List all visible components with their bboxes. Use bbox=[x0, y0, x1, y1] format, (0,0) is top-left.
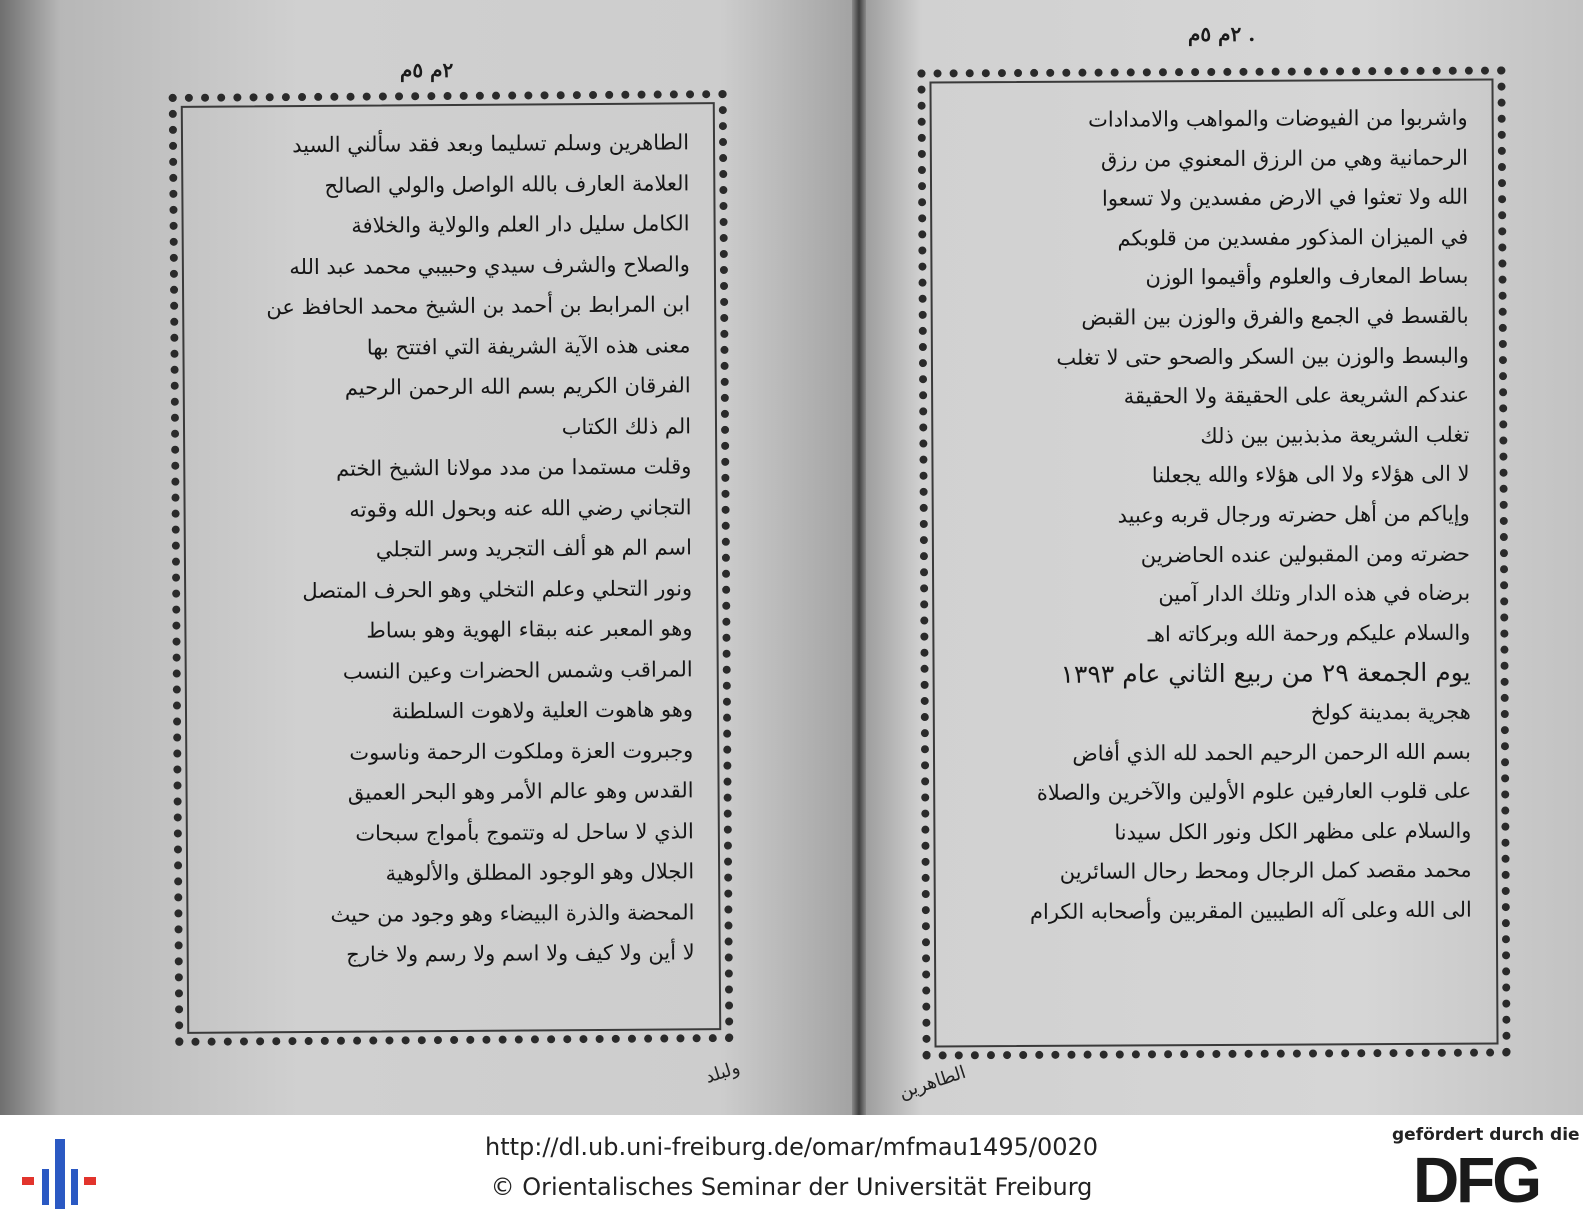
dfg-caption: gefördert durch die bbox=[1392, 1125, 1580, 1145]
right-page-text-line: محمد مقصد كمل الرجال ومحط رحال السائرين bbox=[1059, 857, 1472, 885]
right-page-text-line: وإياكم من أهل حضرته ورجال قربه وعبيد bbox=[1117, 501, 1470, 528]
left-page-text-line: وقلت مستمدا من مدد مولانا الشيخ الختم bbox=[335, 454, 692, 481]
right-page-text-line: والسلام عليكم ورحمة الله وبركاته اهـ bbox=[1147, 620, 1471, 647]
catchword-left: ولبلد bbox=[702, 1057, 743, 1088]
left-page-text-line: الذي لا ساحل له وتتموج بأمواج سبحات bbox=[355, 818, 694, 846]
left-page-text-line: معنى هذه الآية الشريفة التي افتتح بها bbox=[366, 332, 691, 360]
left-page-text-line: ابن المرابط بن أحمد بن الشيخ محمد الحافظ عن bbox=[266, 292, 691, 320]
left-page-text-line: الم ذلك الكتاب bbox=[561, 413, 692, 439]
permalink-url[interactable]: http://dl.ub.uni-freiburg.de/omar/mfmau1495/0020 bbox=[484, 1133, 1099, 1161]
right-page-text-line: الرحمانية وهي من الرزق المعنوي من رزق bbox=[1100, 145, 1468, 172]
right-page-text-line: واشربوا من الفيوضات والمواهب والامدادات bbox=[1088, 105, 1468, 132]
dfg-funding-badge bbox=[1392, 1125, 1580, 1216]
right-page-text-line: يوم الجمعة ٢٩ من ربيع الثاني عام ١٣٩٣ bbox=[1060, 657, 1471, 690]
left-page-text-line: وهو المعبر عنه ببقاء الهوية وهو بساط bbox=[366, 616, 693, 643]
left-page-text-line: العلامة العارف بالله الواصل والولي الصالح bbox=[324, 170, 690, 198]
left-page-text-line: الفرقان الكريم بسم الله الرحمن الرحيم bbox=[344, 373, 691, 400]
book-gutter bbox=[852, 0, 866, 1115]
right-page-text-line: في الميزان المذكور مفسدين من قلوبكم bbox=[1117, 224, 1469, 251]
left-page-text-line: ونور التحلي وعلم التخلي وهو الحرف المتصل bbox=[302, 575, 693, 603]
left-page-text-line: الطاهرين وسلم تسليما وبعد فقد سألني السيد bbox=[292, 130, 690, 158]
folio-number-left: ٢م ٥م bbox=[400, 58, 454, 82]
copyright-notice: © Orientalisches Seminar der Universität Freiburg bbox=[490, 1173, 1093, 1201]
right-page-text-line: تغلب الشريعة مذبذبين بين ذلك bbox=[1200, 422, 1470, 448]
left-text-frame bbox=[169, 90, 734, 1046]
right-page-text-line: بسم الله الرحمن الرحيم الحمد لله الذي أفاض bbox=[1072, 739, 1472, 766]
dfg-logo-icon: DFG bbox=[1412, 1144, 1540, 1216]
catchword-right: الطاهرين bbox=[896, 1061, 969, 1104]
left-page-text-line: الكامل سليل دار العلم والولاية والخلافة bbox=[351, 211, 690, 238]
viewer-footer bbox=[0, 1115, 1583, 1228]
right-page-text-line: الى الله وعلى آله الطيبين المقربين وأصحابه الكرام bbox=[1029, 897, 1472, 924]
left-page-text-line: الجلال وهو الوجود المطلق والألوهية bbox=[385, 859, 695, 886]
folio-number-right: ٢م ٥م . bbox=[1188, 22, 1256, 46]
right-page-text-line: والسلام على مظهر الكل ونور الكل سيدنا bbox=[1114, 818, 1472, 845]
left-page-text-line: وجبروت العزة وملكوت الرحمة وناسوت bbox=[349, 737, 694, 765]
right-page-text-line: برضاه في هذه الدار وتلك الدار آمين bbox=[1158, 580, 1471, 607]
right-page-text-line: هجرية بمدينة كولخ bbox=[1310, 699, 1471, 725]
left-page-text-line: لا أين ولا كيف ولا اسم ولا رسم ولا خارج bbox=[346, 940, 695, 967]
left-page-text-line: وهو هاهوت العلية ولاهوت السلطنة bbox=[391, 697, 694, 724]
right-page-text-line: عندكم الشريعة على الحقيقة ولا الحقيقة bbox=[1123, 382, 1470, 409]
right-text-frame bbox=[917, 66, 1510, 1059]
right-page-text-line: على قلوب العارفين علوم الأولين والآخرين والصلاة bbox=[1036, 778, 1472, 806]
right-page-text-line: الله ولا تعثوا في الارض مفسدين ولا تسعوا bbox=[1101, 184, 1469, 211]
left-page-text-line: المراقب وشمس الحضرات وعين النسب bbox=[342, 656, 693, 684]
right-page-text-line: والبسط والوزن بين السكر والصحو حتى لا تغلب bbox=[1056, 343, 1469, 370]
right-page-text-line: بساط المعارف والعلوم وأقيموا الوزن bbox=[1145, 264, 1469, 290]
right-page-text-line: حضرته ومن المقبولين عنده الحاضرين bbox=[1140, 541, 1471, 567]
left-page-text-line: التجاني رضي الله عنه وبحول الله وقوته bbox=[349, 494, 692, 522]
left-page-text-line: اسم الم هو ألف التجريد وسر التجلي bbox=[375, 535, 692, 562]
left-page-text-line: القدس وهو عالم الأمر وهو البحر العميق bbox=[347, 778, 694, 805]
right-page-text-line: لا الى هؤلاء ولا الى هؤلاء والله يجعلنا bbox=[1151, 462, 1470, 488]
left-page-text-line: المحضة والذرة البيضاء وهو وجود من حيث bbox=[330, 899, 695, 927]
left-page-text-line: والصلاح والشرف سيدي وحبيبي محمد عبد الله bbox=[289, 251, 690, 279]
right-page-text-line: بالقسط في الجمع والفرق والوزن بين القبض bbox=[1081, 303, 1469, 330]
